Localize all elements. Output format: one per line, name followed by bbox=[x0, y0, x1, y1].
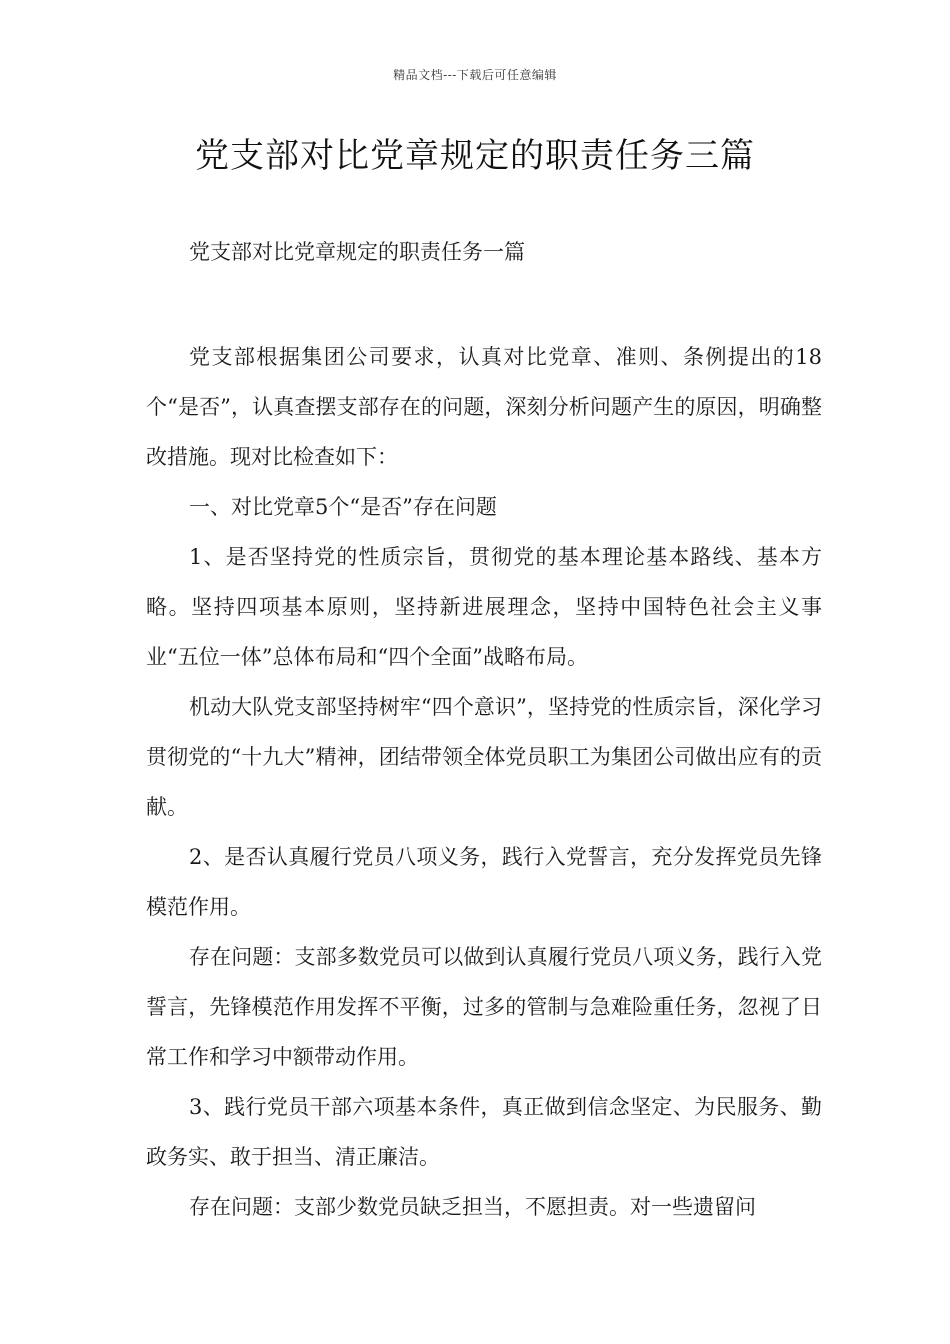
section-subtitle: 党支部对比党章规定的职责任务一篇 bbox=[189, 240, 525, 264]
paragraph: 2、是否认真履行党员八项义务，践行入党誓言，充分发挥党员先锋模范作用。 bbox=[146, 845, 822, 919]
paragraph: 3、践行党员干部六项基本条件，真正做到信念坚定、为民服务、勤政务实、敢于担当、清正廉洁。 bbox=[146, 1095, 822, 1169]
paragraph: 存在问题：支部多数党员可以做到认真履行党员八项义务，践行入党誓言，先锋模范作用发挥不平衡，过多的管制与急难险重任务，忽视了日常工作和学习中额带动作用。 bbox=[146, 945, 822, 1069]
document-body bbox=[146, 332, 822, 1232]
paragraph: 1、是否坚持党的性质宗旨，贯彻党的基本理论基本路线、基本方略。坚持四项基本原则，坚持新进展理念，坚持中国特色社会主义事业“五位一体”总体布局和“四个全面”战略布局。 bbox=[146, 545, 822, 669]
header-note: 精品文档---下载后可任意编辑 bbox=[393, 68, 557, 82]
paragraph: 一、对比党章5个“是否”存在问题 bbox=[189, 495, 497, 519]
paragraph: 存在问题：支部少数党员缺乏担当，不愿担责。对一些遗留问 bbox=[189, 1195, 756, 1219]
document-title: 党支部对比党章规定的职责任务三篇 bbox=[195, 136, 755, 176]
paragraph: 机动大队党支部坚持树牢“四个意识”，坚持党的性质宗旨，深化学习贯彻党的“十九大”精神，团结带领全体党员职工为集团公司做出应有的贡献。 bbox=[146, 695, 822, 819]
paragraph: 党支部根据集团公司要求，认真对比党章、准则、条例提出的18个“是否”，认真查摆支部存在的问题，深刻分析问题产生的原因，明确整改措施。现对比检查如下： bbox=[146, 345, 822, 469]
